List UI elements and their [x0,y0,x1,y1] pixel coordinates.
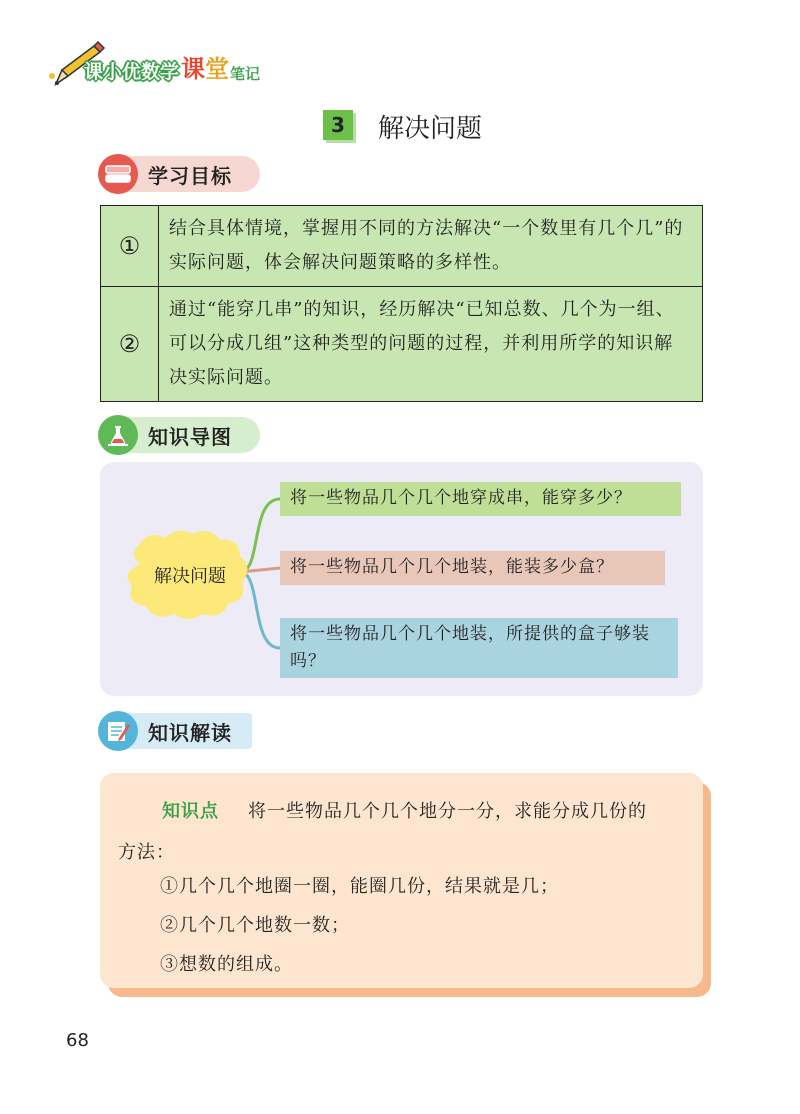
mindmap-heading-label: 知识导图 [148,424,232,449]
knowledge-step: ①几个几个地圈一圈，能圈几份，结果就是几； [160,876,559,897]
section-number: 3 [323,110,353,140]
mindmap-branch: 将一些物品几个几个地装，所提供的盒子够装吗？ [280,618,678,678]
knowledge-step: ③想数的组成。 [160,954,293,975]
mindmap-center: 解决问题 [154,566,226,587]
goals-heading-label: 学习目标 [148,163,232,188]
goal-text: 通过“能穿几串”的知识，经历解决“已知总数、几个为一组、可以分成几组”这种类型的问题的过程，并利用所学的知识解决实际问题。 [159,287,703,402]
logo-text-main: 课小优数学 [84,61,180,83]
section-title: 解决问题 [378,114,483,144]
page-number: 68 [66,1030,89,1051]
knowledge-text-line: 方法： [118,842,175,863]
goal-text: 结合具体情境，掌握用不同的方法解决“一个数里有几个几”的实际问题，体会解决问题策略的多样性。 [159,206,703,287]
reading-heading-label: 知识解读 [148,720,232,745]
goal-number: ① [101,206,159,287]
knowledge-step: ②几个几个地数一数； [160,915,350,936]
mindmap-branch: 将一些物品几个几个地穿成串，能穿多少？ [280,482,681,516]
logo-text-biji: 笔记 [230,65,261,83]
knowledge-point-label: 知识点 [162,801,219,822]
logo-text-tang: 堂 [205,55,230,83]
logo-text-ke: 课 [181,55,206,83]
knowledge-text-line: 将一些物品几个几个地分一分，求能分成几份的 [248,801,647,822]
goal-number: ② [101,287,159,402]
notepad-pencil-icon [98,711,138,751]
mindmap-branch: 将一些物品几个几个地装，能装多少盒？ [280,551,665,585]
reading-heading [100,713,252,749]
